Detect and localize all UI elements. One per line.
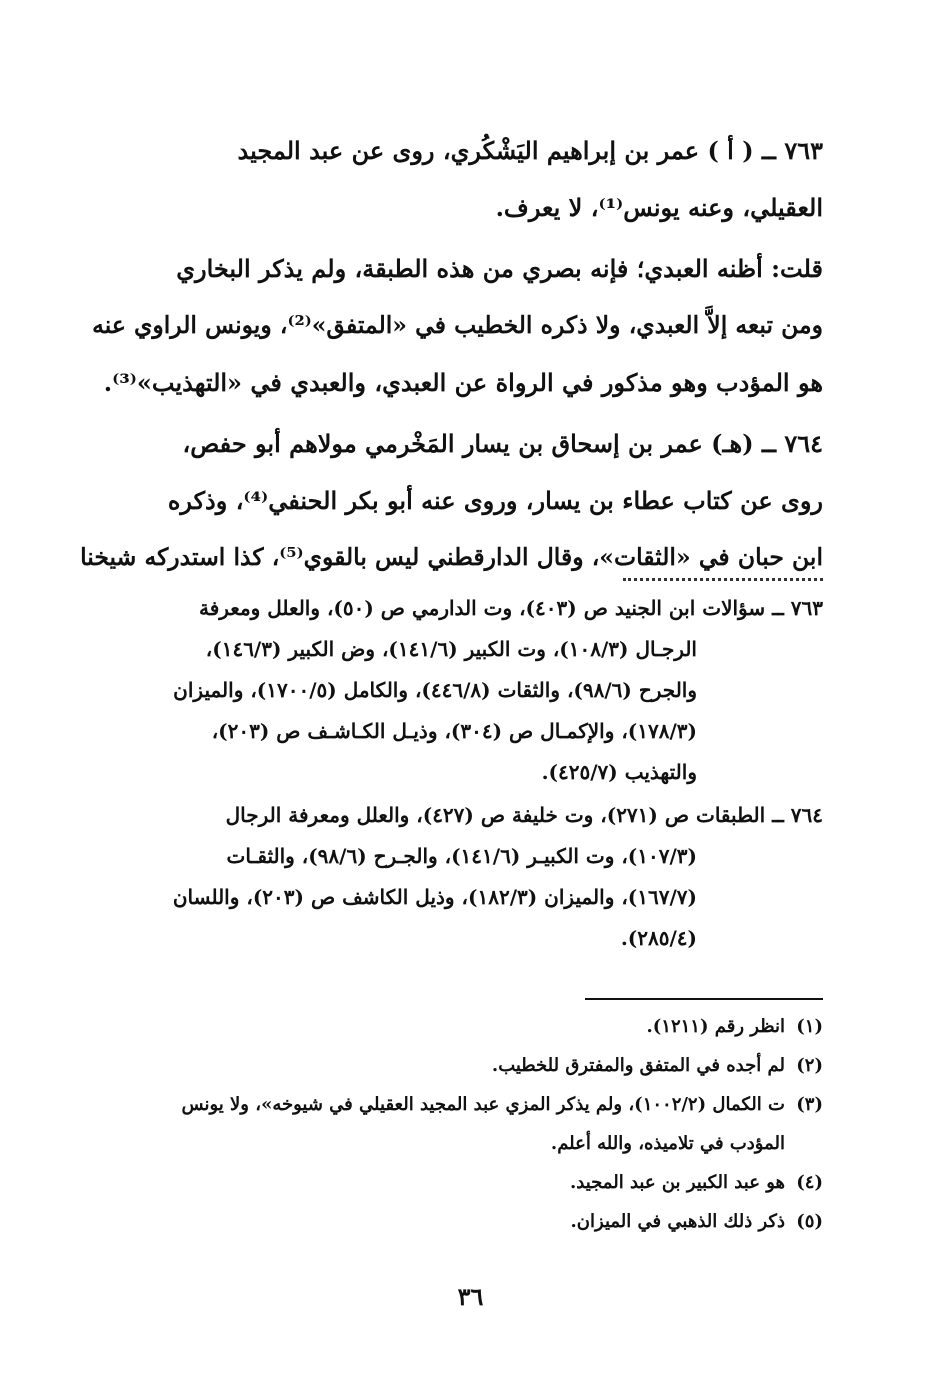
source-line: (٢٨٥/٤). [620, 926, 697, 950]
footnote-text: ذكر ذلك الذهبي في الميزان. [570, 1211, 785, 1232]
footnote-5 [78, 1202, 823, 1241]
footnote-text: لم أجده في المتفق والمفترق للخطيب. [491, 1055, 785, 1076]
text-line: ٧٦٣ ــ ( أ ) عمر بن إبراهيم اليَشْكُري، روى عن عبد المجيد [237, 136, 823, 165]
footnote-line [78, 1046, 823, 1085]
source-line: ٧٦٤ ــ الطبقات ص (٢٧١)، وت خليفة ص (٤٢٧)، والعلل ومعرفة الرجال [225, 803, 823, 827]
footnote-number: (٢) [796, 1055, 823, 1076]
footnote-line [78, 1085, 823, 1124]
footnote-text: هو عبد الكبير بن عبد المجيد. [570, 1172, 785, 1193]
source-line: (١٦٧/٧)، والميزان (١٨٢/٣)، وذيل الكاشف ص (٢٠٣)، واللسان [172, 885, 697, 909]
text-line: ٧٦٤ ــ (هـ) عمر بن إسحاق بن يسار المَخْرمي مولاهم أبو حفص، [182, 429, 823, 458]
footnote-text: انظر رقم (١٢١١). [646, 1016, 785, 1037]
footnote-number: (٣) [796, 1094, 823, 1115]
footnote-divider [585, 998, 823, 1000]
footnote-line [78, 1007, 823, 1046]
source-line: (١٠٧/٣)، وت الكبيـر (١٤١/٦)، والجـرح (٩٨/٦)، والثقـات [226, 844, 697, 868]
footnote-3 [78, 1085, 823, 1163]
entry-764-paragraph [78, 415, 823, 586]
footnote-2 [78, 1046, 823, 1085]
source-line: والتهذيب (٤٢٥/٧). [541, 760, 697, 784]
text-line: روى عن كتاب عطاء بن يسار، وروى عنه أبو بكر الحنفي⁽⁴⁾، وذكره [167, 486, 823, 515]
source-entry-763 [78, 588, 823, 793]
entry-763-paragraph [78, 122, 823, 236]
dotted-separator [623, 572, 823, 581]
footnote-1 [78, 1007, 823, 1046]
footnote-number: (٥) [796, 1211, 823, 1232]
comment-paragraph [78, 240, 823, 411]
footnote-text: ت الكمال (١٠٠٢/٢)، ولم يذكر المزي عبد المجيد العقيلي في شيوخه»، ولا يونس [181, 1094, 785, 1115]
page-number: ٣٦ [457, 1282, 484, 1311]
footnotes-section [78, 1007, 823, 1241]
footnote-number: (٤) [796, 1172, 823, 1193]
footnote-line [78, 1202, 823, 1241]
footnote-4 [78, 1163, 823, 1202]
footnote-text: المؤدب في تلاميذه، والله أعلم. [550, 1133, 785, 1154]
source-line: الرجـال (١٠٨/٣)، وت الكبير (١٤١/٦)، وض الكبير (١٤٦/٣)، [205, 637, 697, 661]
sources-section [78, 588, 823, 961]
source-entry-764 [78, 795, 823, 959]
main-text [78, 122, 823, 590]
source-line: ٧٦٣ ــ سؤالات ابن الجنيد ص (٤٠٣)، وت الدارمي ص (٥٠)، والعلل ومعرفة [198, 596, 823, 620]
text-line: هو المؤدب وهو مذكور في الرواة عن العبدي، والعبدي في «التهذيب»⁽³⁾. [103, 368, 823, 397]
source-line: والجرح (٩٨/٦)، والثقات (٤٤٦/٨)، والكامل (١٧٠٠/٥)، والميزان [173, 678, 697, 702]
text-line: ومن تبعه إلاَّ العبدي، ولا ذكره الخطيب في «المتفق»⁽²⁾، ويونس الراوي عنه [92, 311, 823, 339]
text-line: قلت: أظنه العبدي؛ فإنه بصري من هذه الطبقة، ولم يذكر البخاري [176, 254, 823, 283]
footnote-line [78, 1163, 823, 1202]
text-line: ابن حبان في «الثقات»، وقال الدارقطني ليس بالقوي⁽⁵⁾، كذا استدركه شيخنا [80, 543, 823, 571]
footnote-number: (١) [796, 1016, 823, 1037]
source-line: (١٧٨/٣)، والإكمـال ص (٣٠٤)، وذيـل الكـاشـف ص (٢٠٣)، [211, 719, 697, 743]
text-line: العقيلي، وعنه يونس⁽¹⁾، لا يعرف. [495, 193, 823, 222]
